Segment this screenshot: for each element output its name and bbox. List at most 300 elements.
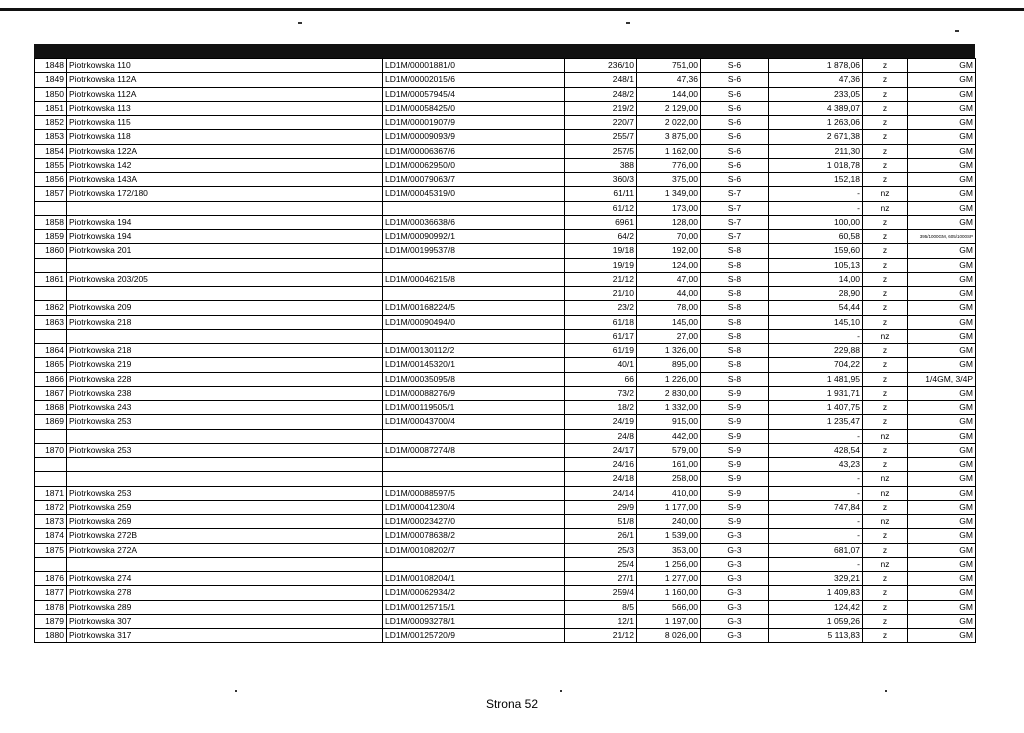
address-cell: Piotrkowska 238 — [67, 386, 383, 400]
status-cell: z — [863, 87, 908, 101]
address-cell: Piotrkowska 269 — [67, 515, 383, 529]
land-register-cell — [383, 429, 565, 443]
notes-cell: GM — [908, 557, 976, 571]
precinct-cell: S-9 — [701, 386, 769, 400]
status-cell: z — [863, 116, 908, 130]
table-row — [35, 358, 976, 372]
parcel-number-cell: 248/2 — [565, 87, 637, 101]
table-row — [35, 586, 976, 600]
land-register-cell: LD1M/00108202/7 — [383, 543, 565, 557]
precinct-cell: S-8 — [701, 315, 769, 329]
value-cell: - — [769, 429, 863, 443]
notes-cell: GM — [908, 358, 976, 372]
value-cell: 1 263,06 — [769, 116, 863, 130]
land-register-cell: LD1M/00023427/0 — [383, 515, 565, 529]
land-register-cell — [383, 329, 565, 343]
area-cell: 47,00 — [637, 272, 701, 286]
address-cell: Piotrkowska 201 — [67, 244, 383, 258]
table-row — [35, 415, 976, 429]
status-cell: nz — [863, 429, 908, 443]
precinct-cell: S-8 — [701, 358, 769, 372]
status-cell: z — [863, 158, 908, 172]
land-register-cell: LD1M/00058425/0 — [383, 101, 565, 115]
notes-cell: GM — [908, 486, 976, 500]
parcel-number-cell: 8/5 — [565, 600, 637, 614]
status-cell: nz — [863, 201, 908, 215]
value-cell: - — [769, 515, 863, 529]
notes-cell: GM — [908, 130, 976, 144]
parcel-number-cell: 24/19 — [565, 415, 637, 429]
value-cell: 60,58 — [769, 230, 863, 244]
parcel-number-cell: 21/12 — [565, 629, 637, 643]
notes-cell: GM — [908, 272, 976, 286]
land-register-cell: LD1M/00088597/5 — [383, 486, 565, 500]
row-number: 1856 — [35, 173, 67, 187]
notes-cell: GM — [908, 215, 976, 229]
precinct-cell: S-7 — [701, 201, 769, 215]
parcel-number-cell: 248/1 — [565, 73, 637, 87]
area-cell: 1 349,00 — [637, 187, 701, 201]
row-number: 1855 — [35, 158, 67, 172]
table-row — [35, 500, 976, 514]
row-number: 1865 — [35, 358, 67, 372]
parcel-number-cell: 257/5 — [565, 144, 637, 158]
value-cell: 329,21 — [769, 572, 863, 586]
area-cell: 1 160,00 — [637, 586, 701, 600]
notes-cell: GM — [908, 329, 976, 343]
table-row — [35, 458, 976, 472]
precinct-cell: G-3 — [701, 529, 769, 543]
table-row — [35, 401, 976, 415]
parcel-number-cell: 360/3 — [565, 173, 637, 187]
land-register-cell: LD1M/00079063/7 — [383, 173, 565, 187]
table-row — [35, 144, 976, 158]
row-number: 1875 — [35, 543, 67, 557]
scan-speck — [235, 690, 237, 692]
land-register-cell — [383, 557, 565, 571]
area-cell: 410,00 — [637, 486, 701, 500]
table-row — [35, 73, 976, 87]
area-cell: 44,00 — [637, 287, 701, 301]
notes-cell: GM — [908, 600, 976, 614]
value-cell: 145,10 — [769, 315, 863, 329]
parcel-number-cell: 23/2 — [565, 301, 637, 315]
parcel-number-cell: 12/1 — [565, 614, 637, 628]
value-cell: 4 389,07 — [769, 101, 863, 115]
notes-cell: GM — [908, 144, 976, 158]
precinct-cell: S-6 — [701, 116, 769, 130]
notes-cell: GM — [908, 158, 976, 172]
parcel-number-cell: 51/8 — [565, 515, 637, 529]
land-register-cell: LD1M/00090494/0 — [383, 315, 565, 329]
address-cell: Piotrkowska 253 — [67, 443, 383, 457]
notes-cell: GM — [908, 116, 976, 130]
row-number: 1850 — [35, 87, 67, 101]
precinct-cell: S-9 — [701, 458, 769, 472]
value-cell: 1 235,47 — [769, 415, 863, 429]
area-cell: 1 326,00 — [637, 344, 701, 358]
value-cell: 5 113,83 — [769, 629, 863, 643]
parcel-number-cell: 19/19 — [565, 258, 637, 272]
notes-cell: GM — [908, 500, 976, 514]
area-cell: 144,00 — [637, 87, 701, 101]
status-cell: z — [863, 586, 908, 600]
table-row — [35, 572, 976, 586]
precinct-cell: S-9 — [701, 415, 769, 429]
precinct-cell: S-6 — [701, 173, 769, 187]
value-cell: 747,84 — [769, 500, 863, 514]
parcel-number-cell: 255/7 — [565, 130, 637, 144]
status-cell: z — [863, 529, 908, 543]
row-number: 1860 — [35, 244, 67, 258]
parcel-number-cell: 388 — [565, 158, 637, 172]
precinct-cell: S-8 — [701, 272, 769, 286]
address-cell: Piotrkowska 143A — [67, 173, 383, 187]
parcel-number-cell: 61/18 — [565, 315, 637, 329]
precinct-cell: G-3 — [701, 600, 769, 614]
row-number — [35, 287, 67, 301]
precinct-cell: S-6 — [701, 130, 769, 144]
scan-speck — [298, 22, 302, 24]
scan-speck — [560, 690, 562, 692]
row-number: 1873 — [35, 515, 67, 529]
precinct-cell: G-3 — [701, 629, 769, 643]
notes-cell: GM — [908, 572, 976, 586]
row-number — [35, 458, 67, 472]
land-register-cell — [383, 472, 565, 486]
area-cell: 1 332,00 — [637, 401, 701, 415]
land-register-cell: LD1M/00001907/9 — [383, 116, 565, 130]
land-register-cell: LD1M/00125720/9 — [383, 629, 565, 643]
precinct-cell: G-3 — [701, 614, 769, 628]
status-cell: z — [863, 415, 908, 429]
table-row — [35, 543, 976, 557]
land-register-cell: LD1M/00045319/0 — [383, 187, 565, 201]
area-cell: 1 256,00 — [637, 557, 701, 571]
notes-cell: GM — [908, 614, 976, 628]
row-number — [35, 201, 67, 215]
notes-cell: GM — [908, 173, 976, 187]
area-cell: 751,00 — [637, 59, 701, 73]
land-register-cell: LD1M/00046215/8 — [383, 272, 565, 286]
row-number: 1879 — [35, 614, 67, 628]
land-register-cell: LD1M/00093278/1 — [383, 614, 565, 628]
precinct-cell: S-8 — [701, 258, 769, 272]
notes-cell: GM — [908, 101, 976, 115]
value-cell: 1 407,75 — [769, 401, 863, 415]
status-cell: z — [863, 301, 908, 315]
notes-cell: GM — [908, 201, 976, 215]
notes-cell: GM — [908, 543, 976, 557]
area-cell: 145,00 — [637, 315, 701, 329]
table-row — [35, 201, 976, 215]
precinct-cell: S-6 — [701, 73, 769, 87]
status-cell: z — [863, 144, 908, 158]
scan-speck — [885, 690, 887, 692]
notes-cell: 1/4GM, 3/4P — [908, 372, 976, 386]
value-cell: 54,44 — [769, 301, 863, 315]
table-row — [35, 386, 976, 400]
value-cell: 43,23 — [769, 458, 863, 472]
area-cell: 27,00 — [637, 329, 701, 343]
address-cell: Piotrkowska 118 — [67, 130, 383, 144]
parcel-number-cell: 236/10 — [565, 59, 637, 73]
area-cell: 128,00 — [637, 215, 701, 229]
precinct-cell: S-7 — [701, 230, 769, 244]
notes-cell: GM — [908, 401, 976, 415]
status-cell: z — [863, 372, 908, 386]
value-cell: - — [769, 529, 863, 543]
land-register-cell: LD1M/00168224/5 — [383, 301, 565, 315]
row-number: 1849 — [35, 73, 67, 87]
status-cell: z — [863, 344, 908, 358]
row-number: 1880 — [35, 629, 67, 643]
parcel-number-cell: 24/17 — [565, 443, 637, 457]
address-cell: Piotrkowska 218 — [67, 315, 383, 329]
address-cell: Piotrkowska 259 — [67, 500, 383, 514]
value-cell: 1 409,83 — [769, 586, 863, 600]
parcel-number-cell: 29/9 — [565, 500, 637, 514]
area-cell: 173,00 — [637, 201, 701, 215]
precinct-cell: S-7 — [701, 187, 769, 201]
table-row — [35, 244, 976, 258]
area-cell: 1 277,00 — [637, 572, 701, 586]
notes-cell: 395/1000GM, 605/1000SP — [908, 230, 976, 244]
precinct-cell: S-9 — [701, 486, 769, 500]
value-cell: 681,07 — [769, 543, 863, 557]
land-register-cell: LD1M/00130112/2 — [383, 344, 565, 358]
status-cell: nz — [863, 472, 908, 486]
area-cell: 78,00 — [637, 301, 701, 315]
land-register-cell: LD1M/00036638/6 — [383, 215, 565, 229]
notes-cell: GM — [908, 443, 976, 457]
notes-cell: GM — [908, 258, 976, 272]
value-cell: 233,05 — [769, 87, 863, 101]
land-register-cell: LD1M/00125715/1 — [383, 600, 565, 614]
notes-cell: GM — [908, 287, 976, 301]
value-cell: 152,18 — [769, 173, 863, 187]
status-cell: z — [863, 443, 908, 457]
parcel-number-cell: 24/8 — [565, 429, 637, 443]
table-row — [35, 557, 976, 571]
status-cell: z — [863, 215, 908, 229]
precinct-cell: S-8 — [701, 329, 769, 343]
value-cell: 124,42 — [769, 600, 863, 614]
value-cell: 28,90 — [769, 287, 863, 301]
area-cell: 240,00 — [637, 515, 701, 529]
parcel-number-cell: 24/16 — [565, 458, 637, 472]
notes-cell: GM — [908, 629, 976, 643]
status-cell: z — [863, 572, 908, 586]
address-cell: Piotrkowska 317 — [67, 629, 383, 643]
area-cell: 1 226,00 — [637, 372, 701, 386]
value-cell: 47,36 — [769, 73, 863, 87]
address-cell: Piotrkowska 272B — [67, 529, 383, 543]
table-row — [35, 429, 976, 443]
status-cell: z — [863, 600, 908, 614]
address-cell — [67, 201, 383, 215]
parcel-number-cell: 24/14 — [565, 486, 637, 500]
table-row — [35, 158, 976, 172]
precinct-cell: S-9 — [701, 443, 769, 457]
table-row — [35, 629, 976, 643]
row-number: 1853 — [35, 130, 67, 144]
row-number: 1851 — [35, 101, 67, 115]
precinct-cell: S-9 — [701, 472, 769, 486]
parcel-number-cell: 64/2 — [565, 230, 637, 244]
status-cell: z — [863, 358, 908, 372]
area-cell: 915,00 — [637, 415, 701, 429]
parcel-number-cell: 61/19 — [565, 344, 637, 358]
address-cell — [67, 472, 383, 486]
parcel-number-cell: 6961 — [565, 215, 637, 229]
parcel-number-cell: 220/7 — [565, 116, 637, 130]
area-cell: 47,36 — [637, 73, 701, 87]
land-register-cell: LD1M/00090992/1 — [383, 230, 565, 244]
land-register-cell: LD1M/00199537/8 — [383, 244, 565, 258]
land-register-cell: LD1M/00035095/8 — [383, 372, 565, 386]
area-cell: 161,00 — [637, 458, 701, 472]
top-border-line — [0, 8, 1024, 11]
table-body — [35, 59, 976, 643]
address-cell: Piotrkowska 113 — [67, 101, 383, 115]
table-row — [35, 215, 976, 229]
row-number: 1857 — [35, 187, 67, 201]
area-cell: 70,00 — [637, 230, 701, 244]
land-register-cell: LD1M/00041230/4 — [383, 500, 565, 514]
status-cell: z — [863, 629, 908, 643]
land-register-cell: LD1M/00057945/4 — [383, 87, 565, 101]
table-row — [35, 116, 976, 130]
status-cell: z — [863, 401, 908, 415]
precinct-cell: S-6 — [701, 144, 769, 158]
parcel-number-cell: 19/18 — [565, 244, 637, 258]
row-number: 1864 — [35, 344, 67, 358]
address-cell: Piotrkowska 219 — [67, 358, 383, 372]
address-cell: Piotrkowska 253 — [67, 415, 383, 429]
area-cell: 442,00 — [637, 429, 701, 443]
notes-cell: GM — [908, 458, 976, 472]
status-cell: z — [863, 614, 908, 628]
land-register-cell: LD1M/00108204/1 — [383, 572, 565, 586]
row-number — [35, 472, 67, 486]
status-cell: z — [863, 73, 908, 87]
table-header-bar — [34, 44, 975, 58]
address-cell: Piotrkowska 142 — [67, 158, 383, 172]
area-cell: 1 539,00 — [637, 529, 701, 543]
status-cell: nz — [863, 486, 908, 500]
address-cell: Piotrkowska 243 — [67, 401, 383, 415]
parcel-number-cell: 25/3 — [565, 543, 637, 557]
value-cell: 704,22 — [769, 358, 863, 372]
table-row — [35, 173, 976, 187]
status-cell: z — [863, 272, 908, 286]
status-cell: z — [863, 500, 908, 514]
table-row — [35, 486, 976, 500]
row-number: 1854 — [35, 144, 67, 158]
value-cell: 2 671,38 — [769, 130, 863, 144]
value-cell: 428,54 — [769, 443, 863, 457]
address-cell — [67, 458, 383, 472]
land-register-cell: LD1M/00062950/0 — [383, 158, 565, 172]
parcel-number-cell: 24/18 — [565, 472, 637, 486]
page-number: Strona 52 — [485, 697, 539, 711]
value-cell: - — [769, 486, 863, 500]
precinct-cell: S-8 — [701, 372, 769, 386]
notes-cell: GM — [908, 429, 976, 443]
area-cell: 8 026,00 — [637, 629, 701, 643]
row-number: 1878 — [35, 600, 67, 614]
table-row — [35, 329, 976, 343]
status-cell: z — [863, 543, 908, 557]
table-row — [35, 59, 976, 73]
parcel-number-cell: 40/1 — [565, 358, 637, 372]
scan-speck — [626, 22, 630, 24]
table-row — [35, 529, 976, 543]
status-cell: z — [863, 173, 908, 187]
row-number: 1848 — [35, 59, 67, 73]
status-cell: nz — [863, 515, 908, 529]
precinct-cell: S-9 — [701, 500, 769, 514]
notes-cell: GM — [908, 59, 976, 73]
address-cell: Piotrkowska 122A — [67, 144, 383, 158]
area-cell: 2 830,00 — [637, 386, 701, 400]
address-cell — [67, 429, 383, 443]
notes-cell: GM — [908, 73, 976, 87]
land-register-cell: LD1M/00119505/1 — [383, 401, 565, 415]
status-cell: z — [863, 458, 908, 472]
status-cell: nz — [863, 187, 908, 201]
row-number: 1866 — [35, 372, 67, 386]
row-number: 1876 — [35, 572, 67, 586]
parcel-number-cell: 66 — [565, 372, 637, 386]
area-cell: 1 162,00 — [637, 144, 701, 158]
table-row — [35, 515, 976, 529]
address-cell: Piotrkowska 172/180 — [67, 187, 383, 201]
status-cell: z — [863, 287, 908, 301]
address-cell: Piotrkowska 112A — [67, 73, 383, 87]
value-cell: 100,00 — [769, 215, 863, 229]
address-cell: Piotrkowska 289 — [67, 600, 383, 614]
precinct-cell: S-8 — [701, 244, 769, 258]
table-row — [35, 258, 976, 272]
area-cell: 2 129,00 — [637, 101, 701, 115]
row-number: 1871 — [35, 486, 67, 500]
precinct-cell: S-9 — [701, 401, 769, 415]
address-cell: Piotrkowska 115 — [67, 116, 383, 130]
land-register-cell — [383, 258, 565, 272]
row-number: 1859 — [35, 230, 67, 244]
parcel-number-cell: 61/11 — [565, 187, 637, 201]
status-cell: z — [863, 315, 908, 329]
value-cell: 159,60 — [769, 244, 863, 258]
table-row — [35, 287, 976, 301]
row-number: 1858 — [35, 215, 67, 229]
address-cell: Piotrkowska 194 — [67, 230, 383, 244]
parcel-number-cell: 21/10 — [565, 287, 637, 301]
address-cell: Piotrkowska 203/205 — [67, 272, 383, 286]
notes-cell: GM — [908, 187, 976, 201]
land-register-cell: LD1M/00087274/8 — [383, 443, 565, 457]
table-row — [35, 301, 976, 315]
precinct-cell: S-8 — [701, 344, 769, 358]
value-cell: 1 018,78 — [769, 158, 863, 172]
address-cell: Piotrkowska 228 — [67, 372, 383, 386]
address-cell: Piotrkowska 272A — [67, 543, 383, 557]
status-cell: z — [863, 244, 908, 258]
land-register-cell — [383, 287, 565, 301]
area-cell: 375,00 — [637, 173, 701, 187]
